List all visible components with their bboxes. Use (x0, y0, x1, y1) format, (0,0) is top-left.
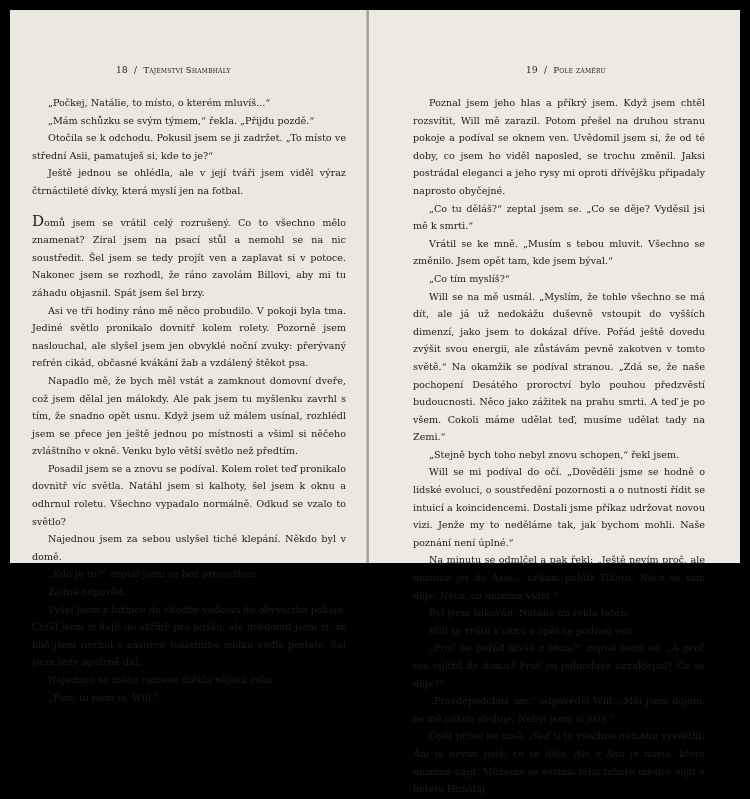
paragraph: Žádná odpověď. (48, 587, 126, 599)
paragraph: Byl jsem šokován. Natálie mi řekla totéž. (429, 608, 628, 620)
paragraph: „Mám schůzku se svým týmem,“ řekla. „Přijdu pozdě.“ (48, 115, 315, 127)
paragraph: Vyšel jsem z ložnice do chodby vedoucí do obývacího pokoje. Chtěl jsem si dojít do skříně pro pušku, ale uvědomil jsem si, že klíč jsem nechal v zásuvce toaletního stolku vedle postele. Šel jsem tedy opatrně dál. (32, 604, 346, 669)
paragraph: Na minutu se odmlčel a pak řekl: „Ještě nevím proč, ale musíme jet do Asie... někam poblíž Tibetu. Něco se tam děje. Něco, co musíme vidět.“ (413, 555, 705, 602)
paragraph: Ještě jednou se ohlédla, ale v její tváři jsem viděl výraz čtrnáctileté dívky, která myslí jen na fotbal. (32, 168, 346, 197)
paragraph: „Proč se pořád díváš z okna?“ zeptal jsem se. „A proč ses vplížil do domu? Proč jsi jednoduše nezaklepal? Co se děje?“ (413, 643, 705, 690)
paragraph: Will se vrátil k oknu a opět se podíval ven. (429, 625, 635, 637)
left-running-header (116, 66, 231, 76)
paragraph: „Kdo je tu?“ zeptal jsem se bez přemýšlení. (48, 569, 259, 581)
left-header-title: Tajemství Shambhaly (143, 66, 231, 76)
section-opening-text: omů jsem se vrátil celý rozrušený. Co to všechno mělo znamenat? Zíral jsem na psací stůl a nemohl se na nic soustředit. Šel jsem se tedy projít ven a zaplavat si v potoce. Nakonec jsem se rozhodl, že ráno zavolám Billovi, aby mi tu záhadu objasnil. Spát jsem šel brzy. (32, 217, 346, 299)
paragraph: „Co tu děláš?“ zeptal jsem se. „Co se děje? Vyděsil jsi mě k smrti.“ (413, 203, 705, 233)
left-header-separator: / (133, 66, 138, 76)
left-page (10, 10, 368, 704)
right-running-header (526, 66, 606, 76)
right-header-separator: / (543, 66, 548, 76)
section-break (32, 201, 346, 215)
section-opening-paragraph (32, 211, 346, 303)
right-page (369, 10, 740, 796)
paragraph: „Stejně bych toho nebyl znovu schopen,“ řekl jsem. (429, 449, 680, 461)
paragraph: Otočila se k odchodu. Pokusil jsem se ji zadržet. „To místo ve střední Asii, pamatuješ si, kde to je?“ (32, 133, 346, 162)
paragraph: „Počkej, Natálie, to místo, o kterém mluvíš...“ (48, 98, 271, 109)
paragraph: Will se mi podíval do očí. „Dověděli jsme se hodně o lidské evoluci, o soustředění pozornosti a o nutnosti řídit se intuicí a koincidencemi. Dostali jsme příkaz udržovat novou vizi. Jenže my to neděláme tak, jak bychom mohli. Naše poznání není úplné.“ (413, 467, 705, 549)
left-page-number: 18 (116, 66, 128, 76)
paragraph: „Co tím myslíš?“ (429, 273, 510, 285)
initial-letter: D (32, 211, 45, 230)
paragraph: Vrátil se ke mně. „Musím s tebou mluvit. Všechno se změnilo. Jsem opět tam, kde jsem býval.“ (413, 238, 705, 268)
right-page-number: 19 (526, 66, 538, 76)
paragraph: „Pravděpodobně nic,“ odpověděl Will. „Měl jsem dojem, že mě někdo sleduje. Nebyl jsem si jistý.“ (413, 696, 705, 725)
paragraph: Najednou se mého ramene dotkla nějaká ruka. (48, 675, 276, 686)
paragraph: Asi ve tři hodiny ráno mě něco probudilo. V pokoji byla tma. Jediné světlo pronikalo dovnitř kolem rolety. Pozorně jsem naslouchal, ale slyšel jsem jen obvyklé noční zvuky: přerývaný refrén cikád, občasné kvákání žab a vzdálený štěkot psa. (32, 305, 346, 370)
right-header-title: Pole záměru (553, 66, 606, 76)
paragraph: Najednou jsem za sebou uslyšel tiché klepání. Někdo byl v domě. (32, 534, 346, 563)
paragraph: Posadil jsem se a znovu se podíval. Kolem rolet teď pronikalo dovnitř víc světla. Natáhl jsem si kalhoty, šel jsem k oknu a odhrnul roletu. Všechno vypadalo normálně. Odkud se vzalo to světlo? (32, 463, 346, 528)
right-body-text (413, 95, 705, 799)
left-body-text (32, 95, 346, 707)
paragraph: Will se na mě usmál. „Myslím, že tohle všechno se má dít, ale já už nedokážu duševně vstoupit do vyšších dimenzí, jako jsem to dokázal dříve. Pořád ještě dovedu zvýšit svou energii, ale zůstávám pevně zakotven v tomto světě.“ Na okamžik se podíval stranou. „Zdá se, že naše pochopení Desátého proroctví bylo pouhou předzvěstí budoucnosti. Něco jako zážitek na prahu smrti. A teď je po všem. Cokoli máme udělat teď, musíme udělat tady na Zemi.“ (413, 291, 705, 444)
paragraph: Napadlo mě, že bych měl vstát a zamknout domovní dveře, což jsem dělal jen málokdy. Ale pak jsem tu myšlenku zavrhl s tím, že snadno opět usnu. Když jsem už málem usínal, rozhlédl jsem se přece jen ještě jednou po místnosti a všiml si něčeho zvláštního v okně. Venku bylo větší světlo než předtím. (32, 375, 346, 458)
paragraph: „Psst, to jsem já, Will.“ (48, 692, 160, 704)
paragraph: Poznal jsem jeho hlas a příkrý jsem. Když jsem chtěl rozsvítit, Will mě zarazil. Potom přešel na druhou stranu pokoje a podíval se oknem ven. Uvědomil jsem si, že od té doby, co jsem ho viděl naposled, se trochu změnil. Jaksi postrádal eleganci a jeho rysy mi oproti dřívějšku připadaly naprosto obyčejné. (413, 98, 705, 197)
paragraph: Opět přišel ke mně. „Teď ti to všechno nemohu vysvětlit. Ani já nevím jistě, co se děje. Ale v Asii je místo, které musíme najít. Můžeme se šestnáctého tohoto měsíce sejít v hotelu Himálaj (413, 731, 705, 796)
